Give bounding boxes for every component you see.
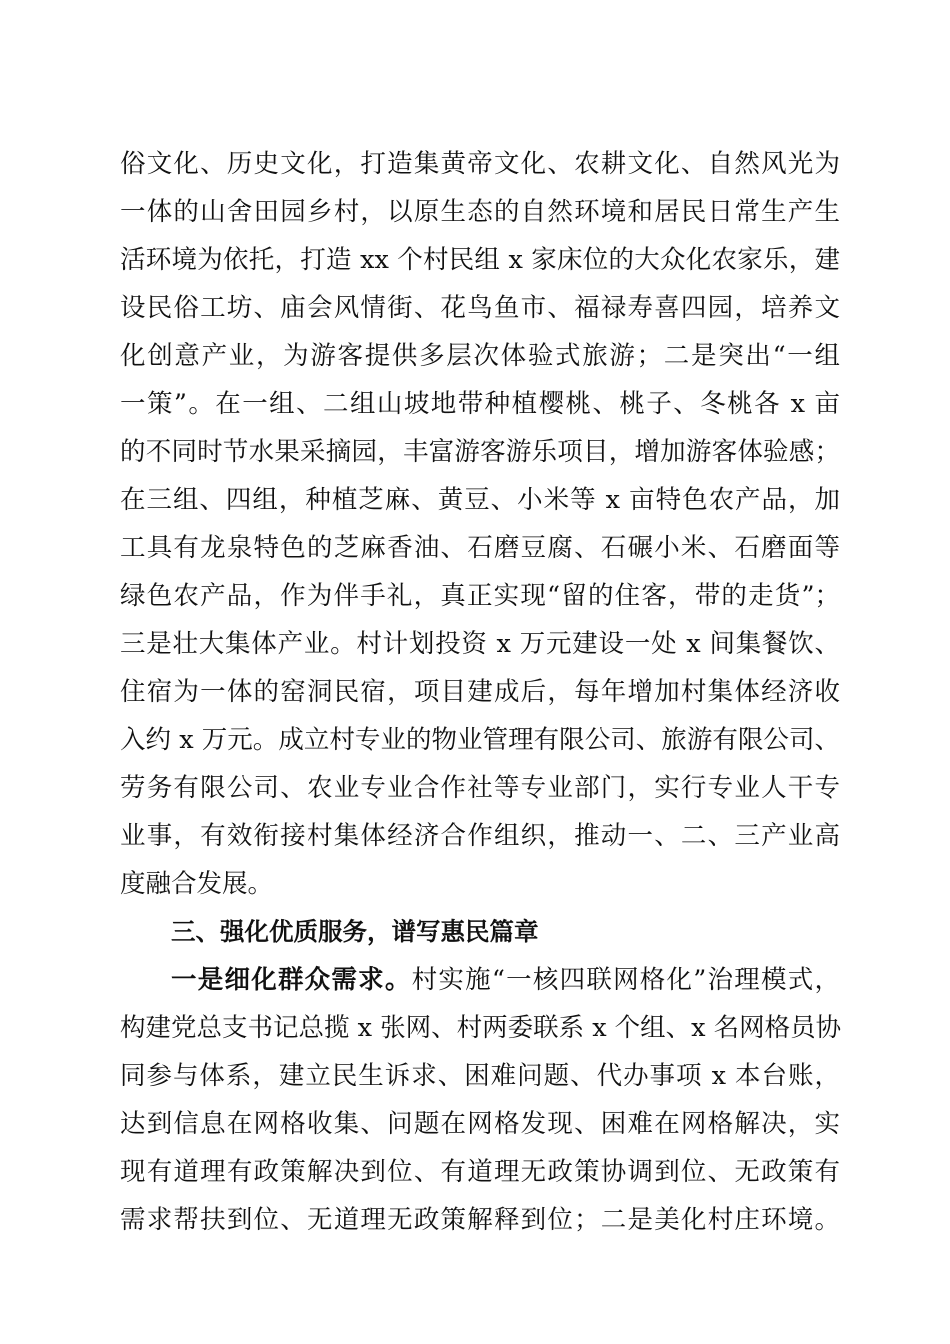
text-line: 设民俗工坊、庙会风情街、花鸟鱼市、福禄寿喜四园，培养文 (120, 293, 840, 323)
text-line: 现有道理有政策解决到位、有道理无政策协调到位、无政策有 (120, 1157, 840, 1187)
text-line: 三是壮大集体产业。村计划投资 x 万元建设一处 x 间集餐饮、 (120, 629, 840, 659)
text-line: 住宿为一体的窑洞民宿，项目建成后，每年增加村集体经济收 (120, 677, 840, 707)
text-line: 业事，有效衔接村集体经济合作组织，推动一、二、三产业高 (120, 821, 840, 851)
paragraph-first-line (120, 956, 840, 1004)
text-line: 活环境为依托，打造 xx 个村民组 x 家床位的大众化农家乐，建 (120, 245, 840, 275)
text-line: 入约 x 万元。成立村专业的物业管理有限公司、旅游有限公司、 (120, 725, 840, 755)
document-page (120, 140, 840, 1244)
text-line: 工具有龙泉特色的芝麻香油、石磨豆腐、石碾小米、石磨面等 (120, 533, 840, 563)
text-line: 一策”。在一组、二组山坡地带种植樱桃、桃子、冬桃各 x 亩 (120, 389, 840, 419)
text-line: 在三组、四组，种植芝麻、黄豆、小米等 x 亩特色农产品，加 (120, 485, 840, 515)
text-line: 劳务有限公司、农业专业合作社等专业部门，实行专业人干专 (120, 773, 840, 803)
text-line: 化创意产业，为游客提供多层次体验式旅游；二是突出“一组 (120, 341, 840, 371)
text-line: 构建党总支书记总揽 x 张网、村两委联系 x 个组、x 名网格员协 (120, 1013, 842, 1043)
text-line: 需求帮扶到位、无道理无政策解释到位；二是美化村庄环境。 (120, 1205, 840, 1235)
text-line: 度融合发展。 (120, 869, 274, 899)
paragraph-first-line-text: 村实施“一核四联网格化”治理模式， (411, 965, 840, 995)
paragraph-1 (120, 140, 840, 908)
text-line: 一体的山舍田园乡村，以原生态的自然环境和居民日常生产生 (120, 197, 840, 227)
text-line: 同参与体系，建立民生诉求、困难问题、代办事项 x 本台账， (120, 1061, 840, 1091)
section-heading: 三、强化优质服务，谱写惠民篇章 (171, 917, 539, 946)
paragraph-lead: 一是细化群众需求。 (171, 965, 412, 995)
text-line: 达到信息在网格收集、问题在网格发现、困难在网格解决，实 (120, 1109, 840, 1139)
paragraph-2 (120, 956, 840, 1244)
text-line: 绿色农产品，作为伴手礼，真正实现“留的住客，带的走货”； (120, 581, 840, 611)
text-line: 的不同时节水果采摘园，丰富游客游乐项目，增加游客体验感； (120, 437, 840, 467)
text-line: 俗文化、历史文化，打造集黄帝文化、农耕文化、自然风光为 (120, 149, 840, 179)
